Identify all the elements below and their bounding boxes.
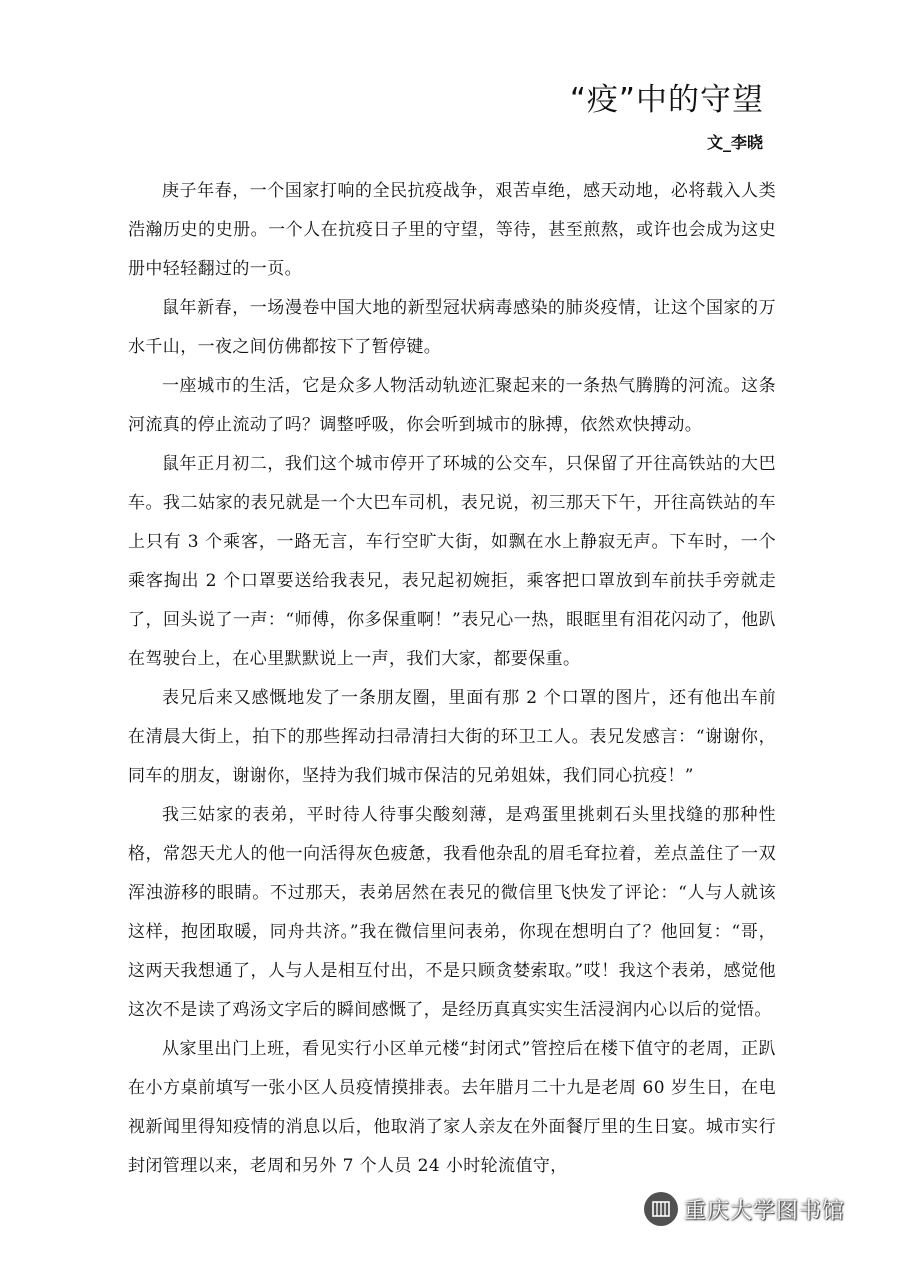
article-body: [128, 172, 776, 1186]
paragraph: 我三姑家的表弟，平时待人待事尖酸刻薄，是鸡蛋里挑刺石头里找缝的那种性格，常怨天尤人的他一向活得灰色疲惫，我看他杂乱的眉毛耷拉着，差点盖住了一双浑浊游移的眼睛。不过那天，表弟居然在表兄的微信里飞快发了评论：“人与人就该这样，抱团取暖，同舟共济。”我在微信里问表弟，你现在想明白了？他回复：“哥，这两天我想通了，人与人是相互付出，不是只顾贪婪索取。”哎！我这个表弟，感觉他这次不是读了鸡汤文字后的瞬间感慨了，是经历真真实实生活浸润内心以后的觉悟。: [128, 805, 776, 1020]
paragraph: 鼠年正月初二，我们这个城市停开了环城的公交车，只保留了开往高铁站的大巴车。我二姑家的表兄就是一个大巴车司机，表兄说，初三那天下午，开往高铁站的车上只有 3 个乘客，一路无言，车行空旷大街，如飘在水上静寂无声。下车时，一个乘客掏出 2 个口罩要送给我表兄，表兄起初婉拒，乘客把口罩放到车前扶手旁就走了，回头说了一声：“师傅，你多保重啊！”表兄心一热，眼眶里有泪花闪动了，他趴在驾驶台上，在心里默默说上一声，我们大家，都要保重。: [128, 454, 776, 669]
paragraph: 鼠年新春，一场漫卷中国大地的新型冠状病毒感染的肺炎疫情，让这个国家的万水千山，一夜之间仿佛都按下了暂停键。: [128, 298, 776, 357]
library-logo-icon: [644, 1192, 678, 1226]
watermark-text: 重庆大学图书馆: [684, 1198, 846, 1224]
article-title: “疫”中的守望: [569, 82, 764, 118]
article-author: 文_李晓: [706, 133, 763, 152]
paragraph: 从家里出门上班，看见实行小区单元楼“封闭式”管控后在楼下值守的老周，正趴在小方桌前填写一张小区人员疫情摸排表。去年腊月二十九是老周 60 岁生日，在电视新闻里得知疫情的消息以后，他取消了家人亲友在外面餐厅里的生日宴。城市实行封闭管理以来，老周和另外 7 个人员 24 小时轮流值守，: [128, 1039, 776, 1176]
paragraph: 一座城市的生活，它是众多人物活动轨迹汇聚起来的一条热气腾腾的河流。这条河流真的停止流动了吗？调整呼吸，你会听到城市的脉搏，依然欢快搏动。: [128, 376, 776, 435]
paragraph: 表兄后来又感慨地发了一条朋友圈，里面有那 2 个口罩的图片，还有他出车前在清晨大街上，拍下的那些挥动扫帚清扫大街的环卫工人。表兄发感言：“谢谢你，同车的朋友，谢谢你，坚持为我们城市保洁的兄弟姐妹，我们同心抗疫！”: [128, 688, 776, 786]
library-watermark: [644, 1192, 845, 1226]
paragraph: 庚子年春，一个国家打响的全民抗疫战争，艰苦卓绝，感天动地，必将载入人类浩瀚历史的史册。一个人在抗疫日子里的守望，等待，甚至煎熬，或许也会成为这史册中轻轻翻过的一页。: [128, 181, 776, 279]
